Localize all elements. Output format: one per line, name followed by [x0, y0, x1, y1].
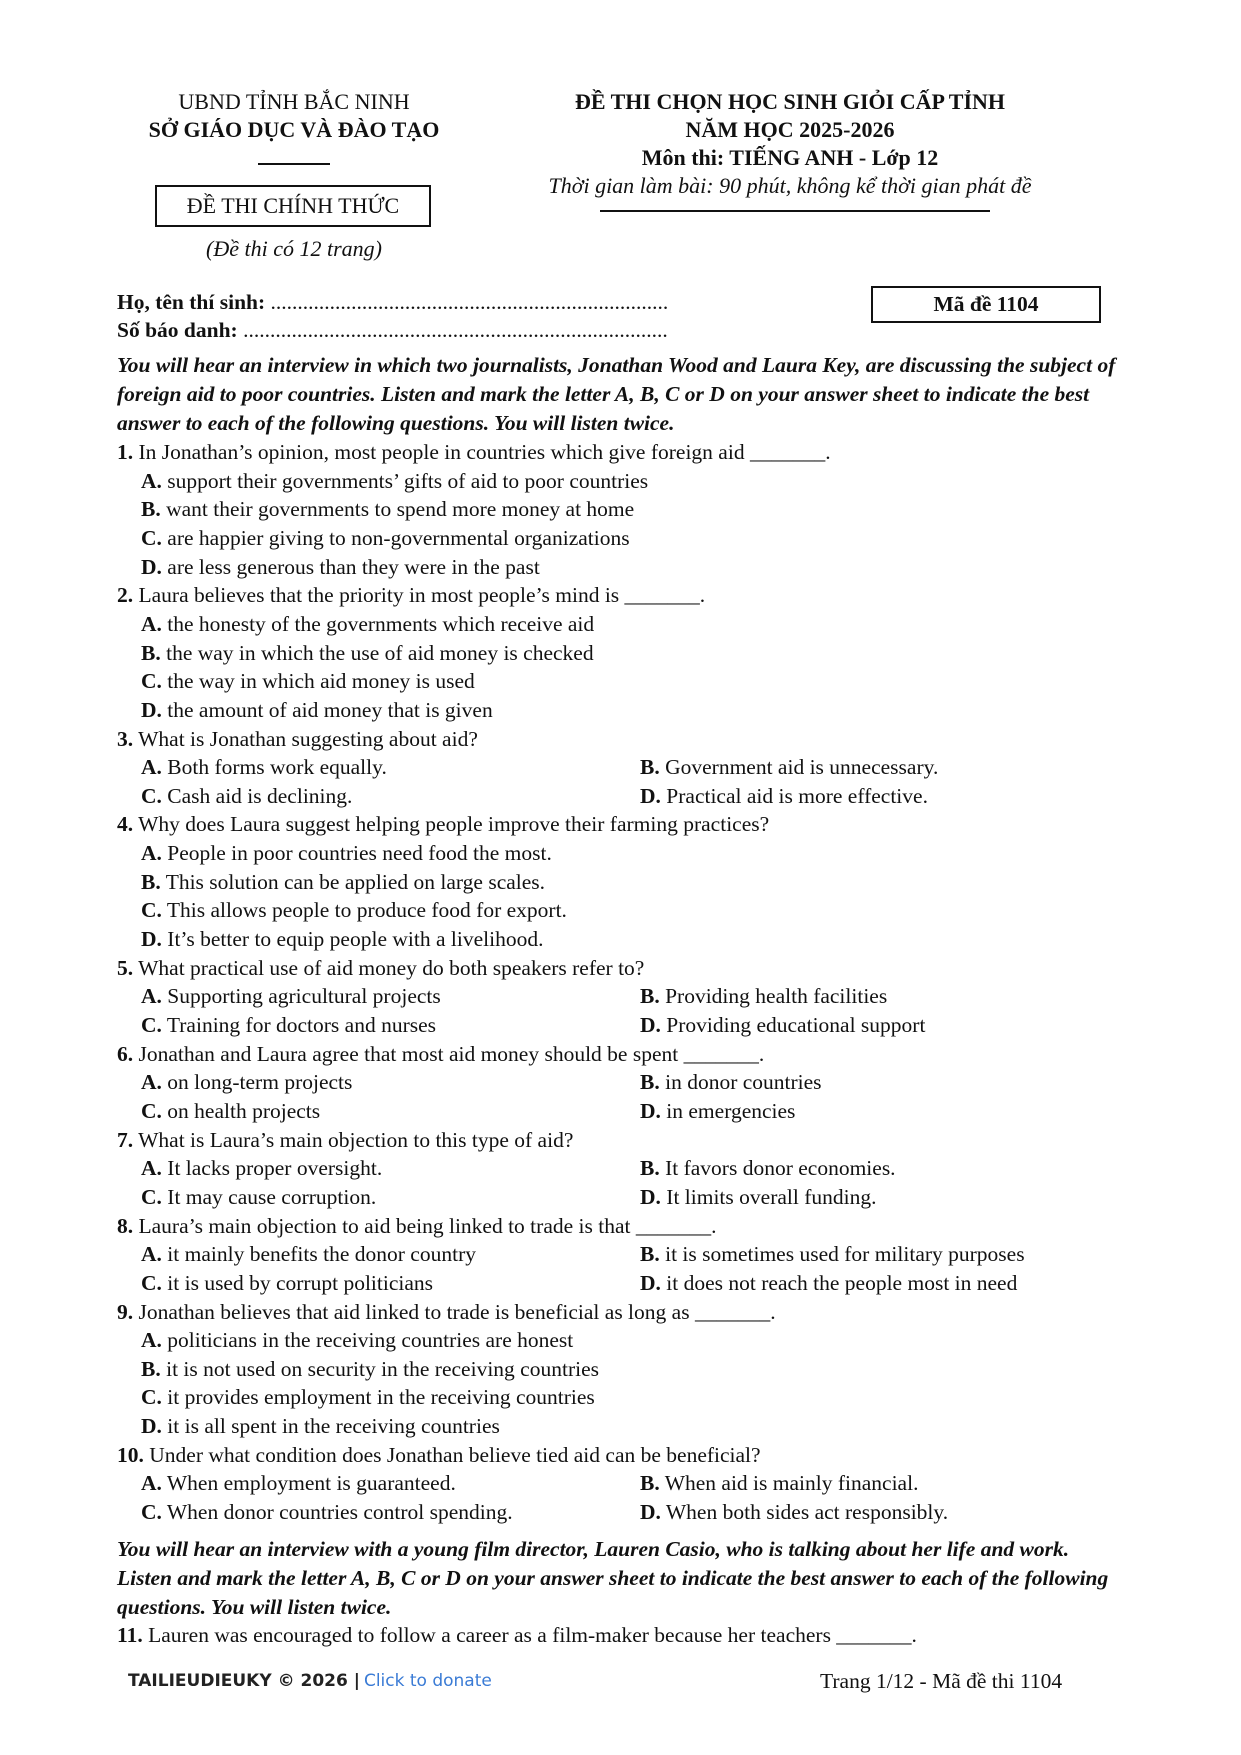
candidate-id-field: ...............................................................................	[237, 318, 668, 342]
option-letter: D.	[640, 1098, 661, 1123]
answer-option-c	[141, 784, 352, 809]
option-text: Providing educational support	[660, 1013, 926, 1037]
question-text: Under what condition does Jonathan believe tied aid can be beneficial?	[143, 1442, 761, 1467]
option-text: Government aid is unnecessary.	[659, 755, 939, 780]
option-letter: C.	[141, 669, 162, 694]
option-text: it provides employment in the receiving countries	[161, 1385, 595, 1410]
option-text: This allows people to produce food for export.	[161, 898, 567, 923]
answer-option-d	[141, 698, 493, 723]
subject-line: Môn thi: TIẾNG ANH - Lớp 12	[641, 145, 939, 170]
option-text: Both forms work equally.	[161, 755, 387, 780]
option-text: politicians in the receiving countries are honest	[161, 1328, 574, 1353]
answer-option-b	[640, 755, 938, 780]
footer-brand-area	[128, 1671, 492, 1691]
option-letter: B.	[141, 640, 161, 665]
option-text: the way in which the use of aid money is checked	[160, 640, 594, 665]
answer-option-a	[141, 469, 648, 494]
answer-option-b	[640, 1242, 1025, 1267]
question-text: Why does Laura suggest helping people improve their farming practices?	[133, 812, 770, 837]
option-letter: D.	[640, 1013, 661, 1037]
question-number: 10.	[117, 1442, 144, 1467]
question-text: Jonathan and Laura agree that most aid money should be spent _______.	[133, 1041, 765, 1066]
candidate-name-field: ..........................................................................	[265, 290, 669, 314]
answer-option-c	[141, 1271, 433, 1296]
question-number: 11.	[117, 1623, 143, 1647]
answer-option-b	[141, 1357, 599, 1382]
option-letter: A.	[141, 1156, 162, 1181]
answer-option-b	[141, 497, 634, 522]
option-letter: A.	[141, 841, 162, 866]
pages-note: (Đề thi có 12 trang)	[206, 236, 382, 261]
answer-option-a	[141, 1070, 352, 1095]
option-text: the amount of aid money that is given	[161, 697, 493, 722]
question-9	[117, 1300, 776, 1325]
option-text: it is sometimes used for military purposes	[659, 1242, 1025, 1267]
option-letter: C.	[141, 898, 162, 923]
option-letter: D.	[640, 1184, 661, 1209]
question-number: 9.	[117, 1299, 134, 1324]
question-3	[117, 727, 478, 752]
option-text: it is used by corrupt politicians	[161, 1270, 434, 1295]
section2-instruction: You will hear an interview with a young film director, Lauren Casio, who is talking about her life and work. Listen and mark the letter A, B, C or D on your answer sheet to indicate the best answer to each of the following questions. You will listen twice.	[117, 1537, 1109, 1619]
option-text: Cash aid is declining.	[161, 783, 353, 808]
option-text: it does not reach the people most in need	[660, 1270, 1018, 1295]
option-text: are happier giving to non-governmental organizations	[161, 525, 630, 550]
option-text: it is not used on security in the receiving countries	[160, 1356, 599, 1381]
option-letter: B.	[640, 1471, 660, 1496]
answer-option-b	[141, 870, 545, 895]
header-left	[114, 88, 474, 144]
option-letter: A.	[141, 468, 162, 493]
answer-option-d	[640, 1013, 925, 1038]
option-text: it is all spent in the receiving countries	[161, 1414, 500, 1439]
answer-option-b	[141, 641, 594, 666]
exam-title: ĐỀ THI CHỌN HỌC SINH GIỎI CẤP TỈNH	[574, 89, 1006, 114]
answer-option-d	[640, 1500, 948, 1525]
time-limit: Thời gian làm bài: 90 phút, không kể thời gian phát đề	[548, 173, 1032, 198]
option-letter: C.	[141, 1013, 162, 1037]
answer-option-a	[141, 1471, 456, 1496]
option-letter: C.	[141, 1270, 162, 1295]
question-number: 8.	[117, 1213, 134, 1238]
answer-option-d	[640, 784, 928, 809]
answer-option-a	[141, 755, 387, 780]
option-letter: A.	[141, 1242, 162, 1267]
department-name: SỞ GIÁO DỤC VÀ ĐÀO TẠO	[148, 117, 440, 142]
option-text: When employment is guaranteed.	[161, 1471, 456, 1496]
official-exam-box	[155, 185, 431, 227]
option-text: This solution can be applied on large scales.	[160, 869, 546, 894]
candidate-id-label: Số báo danh:	[117, 318, 238, 342]
option-letter: A.	[141, 1070, 162, 1095]
question-text: What practical use of aid money do both speakers refer to?	[133, 955, 645, 980]
answer-option-c	[141, 1185, 376, 1210]
option-text: Training for doctors and nurses	[161, 1013, 437, 1037]
option-text: in donor countries	[659, 1070, 822, 1095]
question-number: 3.	[117, 726, 134, 751]
header-left-divider	[258, 163, 330, 165]
answer-option-c	[141, 526, 630, 551]
question-8	[117, 1214, 716, 1239]
option-text: are less generous than they were in the past	[161, 554, 540, 579]
exam-code: Mã đề 1104	[933, 292, 1039, 316]
option-letter: D.	[640, 1270, 661, 1295]
answer-option-a	[141, 984, 441, 1009]
option-letter: C.	[141, 525, 162, 550]
option-text: It lacks proper oversight.	[161, 1156, 383, 1181]
answer-option-d	[640, 1185, 876, 1210]
answer-option-c	[141, 1500, 513, 1525]
answer-option-c	[141, 669, 475, 694]
official-exam-label: ĐỀ THI CHÍNH THỨC	[186, 193, 400, 218]
question-7	[117, 1128, 573, 1153]
option-text: When aid is mainly financial.	[659, 1471, 919, 1496]
option-letter: B.	[640, 1156, 660, 1181]
answer-option-d	[141, 1414, 500, 1439]
option-letter: D.	[640, 783, 661, 808]
option-letter: D.	[141, 927, 162, 952]
answer-option-a	[141, 841, 552, 866]
province-committee: UBND TỈNH BẮC NINH	[178, 89, 410, 114]
answer-option-b	[640, 1070, 822, 1095]
question-10	[117, 1443, 761, 1468]
option-letter: A.	[141, 1471, 162, 1496]
option-text: People in poor countries need food the most.	[161, 841, 552, 866]
option-letter: B.	[640, 1070, 660, 1095]
option-letter: C.	[141, 1184, 162, 1209]
option-text: want their governments to spend more money at home	[160, 497, 635, 522]
option-letter: A.	[141, 984, 162, 1009]
question-11	[117, 1623, 917, 1648]
question-number: 5.	[117, 955, 134, 980]
option-text: It limits overall funding.	[660, 1184, 877, 1209]
option-text: Practical aid is more effective.	[660, 783, 928, 808]
option-text: When both sides act responsibly.	[660, 1500, 949, 1525]
option-letter: C.	[141, 783, 162, 808]
question-number: 7.	[117, 1127, 134, 1152]
candidate-name-label: Họ, tên thí sinh:	[117, 290, 266, 314]
question-text: In Jonathan’s opinion, most people in countries which give foreign aid _______.	[133, 440, 831, 464]
answer-option-c	[141, 898, 567, 923]
header-right-divider	[600, 210, 990, 212]
option-letter: B.	[141, 1356, 161, 1381]
section1-instruction: You will hear an interview in which two journalists, Jonathan Wood and Laura Key, are discussing the subject of foreign aid to poor countries. Listen and mark the letter A, B, C or D on your answer sheet to indicate the best answer to each of the following questions. You will listen twice.	[117, 353, 1116, 435]
option-text: Supporting agricultural projects	[161, 984, 441, 1009]
option-text: It’s better to equip people with a livelihood.	[161, 927, 544, 952]
answer-option-d	[141, 927, 543, 952]
exam-code-box	[871, 286, 1101, 323]
answer-option-a	[141, 1242, 476, 1267]
answer-option-c	[141, 1099, 320, 1124]
question-6	[117, 1042, 764, 1067]
question-number: 2.	[117, 583, 134, 608]
answer-option-b	[640, 1156, 896, 1181]
option-letter: C.	[141, 1500, 162, 1525]
question-text: Lauren was encouraged to follow a career as a film-maker because her teachers _______.	[142, 1623, 917, 1647]
option-text: support their governments’ gifts of aid to poor countries	[161, 468, 649, 493]
option-text: Providing health facilities	[659, 984, 888, 1009]
option-text: It may cause corruption.	[161, 1184, 377, 1209]
question-text: Jonathan believes that aid linked to trade is beneficial as long as _______.	[133, 1299, 776, 1324]
school-year: NĂM HỌC 2025-2026	[685, 117, 895, 142]
option-letter: C.	[141, 1385, 162, 1410]
answer-option-a	[141, 1156, 382, 1181]
question-number: 1.	[117, 440, 134, 464]
candidate-id-row	[117, 316, 668, 345]
donate-link[interactable]: Click to donate	[363, 1671, 492, 1691]
option-text: the honesty of the governments which receive aid	[161, 611, 595, 636]
option-text: it mainly benefits the donor country	[161, 1242, 476, 1267]
question-text: Laura’s main objection to aid being linked to trade is that _______.	[133, 1213, 717, 1238]
option-text: When donor countries control spending.	[161, 1500, 513, 1525]
option-text: on long-term projects	[161, 1070, 353, 1095]
candidate-name-row	[117, 288, 668, 317]
option-text: on health projects	[161, 1098, 321, 1123]
answer-option-d	[640, 1271, 1017, 1296]
answer-option-b	[640, 1471, 918, 1496]
question-2	[117, 583, 705, 608]
option-letter: A.	[141, 611, 162, 636]
question-1	[117, 440, 831, 465]
option-letter: D.	[141, 554, 162, 579]
option-letter: A.	[141, 755, 162, 780]
answer-option-a	[141, 1328, 573, 1353]
answer-option-d	[141, 555, 540, 580]
footer-brand: TAILIEUDIEUKY © 2026 |	[128, 1671, 360, 1691]
answer-option-c	[141, 1013, 436, 1038]
answer-option-d	[640, 1099, 795, 1124]
option-text: the way in which aid money is used	[161, 669, 475, 694]
question-4	[117, 812, 769, 837]
question-5	[117, 956, 644, 981]
question-number: 6.	[117, 1041, 134, 1066]
option-text: in emergencies	[660, 1098, 796, 1123]
question-text: Laura believes that the priority in most people’s mind is _______.	[133, 583, 706, 608]
question-text: What is Jonathan suggesting about aid?	[133, 726, 478, 751]
answer-option-a	[141, 612, 594, 637]
answer-option-b	[640, 984, 887, 1009]
answer-option-c	[141, 1385, 595, 1410]
option-letter: D.	[141, 697, 162, 722]
header-right	[500, 88, 1080, 200]
option-letter: C.	[141, 1098, 162, 1123]
option-letter: B.	[640, 984, 660, 1009]
option-letter: B.	[141, 497, 161, 522]
option-letter: B.	[141, 869, 161, 894]
page-info: Trang 1/12 - Mã đề thi 1104	[820, 1669, 1063, 1693]
option-letter: A.	[141, 1328, 162, 1353]
question-text: What is Laura’s main objection to this type of aid?	[133, 1127, 574, 1152]
option-letter: D.	[141, 1414, 162, 1439]
option-text: It favors donor economies.	[659, 1156, 896, 1181]
option-letter: D.	[640, 1500, 661, 1525]
option-letter: B.	[640, 1242, 660, 1267]
question-number: 4.	[117, 812, 134, 837]
option-letter: B.	[640, 755, 660, 780]
